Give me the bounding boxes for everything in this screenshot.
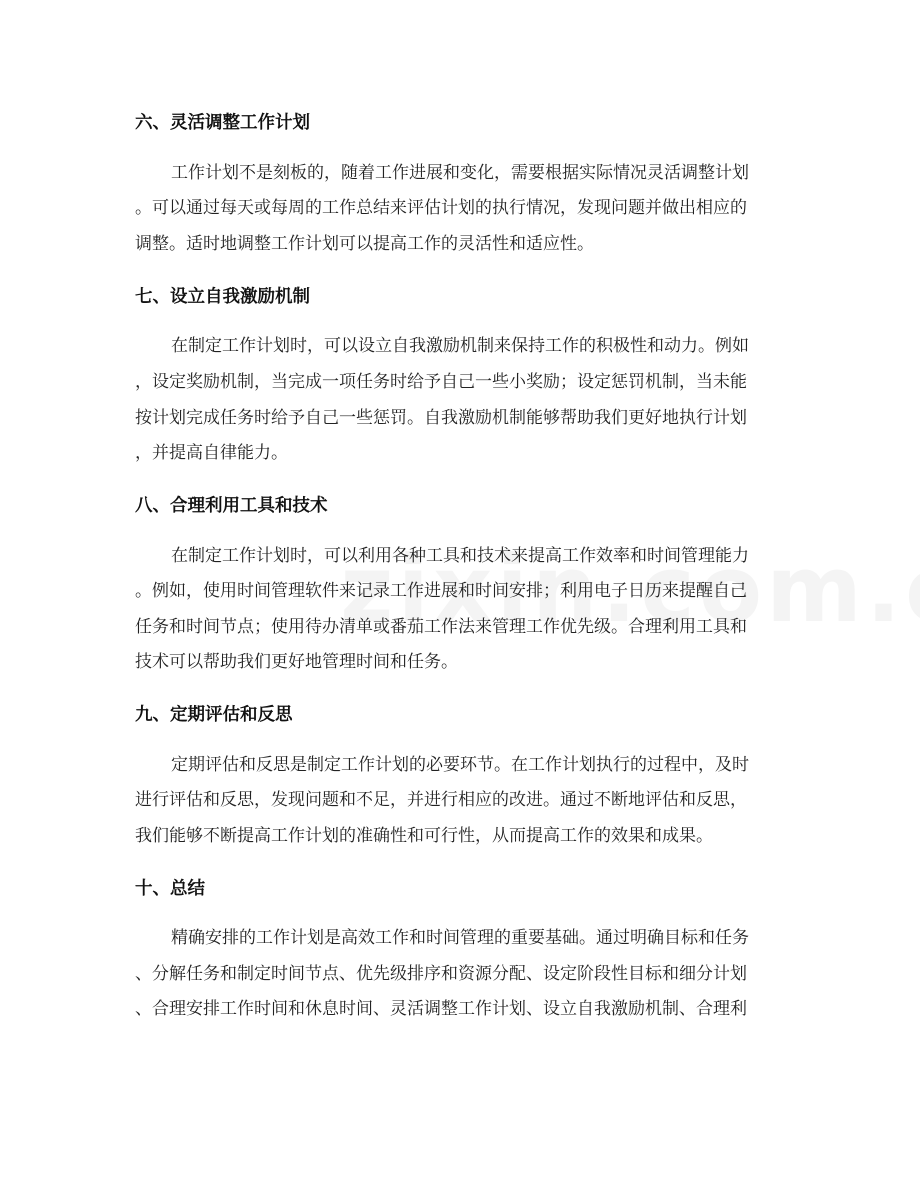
section-heading-6: 六、灵活调整工作计划: [135, 113, 310, 133]
section-heading-8: 八、合理利用工具和技术: [135, 496, 328, 516]
paragraph-line: 进行评估和反思，发现问题和不足，并进行相应的改进。通过不断地评估和反思，: [135, 790, 747, 810]
paragraph-line: 按计划完成任务时给予自己一些惩罚。自我激励机制能够帮助我们更好地执行计划: [135, 408, 747, 428]
paragraph-line: 工作计划不是刻板的，随着工作进展和变化，需要根据实际情况灵活调整计划: [171, 163, 749, 183]
section-heading-10: 十、总结: [135, 879, 205, 899]
paragraph-line: ，设定奖励机制，当完成一项任务时给予自己一些小奖励；设定惩罚机制，当未能: [135, 372, 747, 392]
paragraph-line: 定期评估和反思是制定工作计划的必要环节。在工作计划执行的过程中，及时: [171, 755, 749, 775]
paragraph-line: 调整。适时地调整工作计划可以提高工作的灵活性和适应性。: [135, 234, 594, 254]
paragraph-line: ，并提高自律能力。: [135, 443, 288, 463]
section-heading-9: 九、定期评估和反思: [135, 705, 293, 725]
paragraph-line: 、分解任务和制定时间节点、优先级排序和资源分配、设定阶段性目标和细分计划: [135, 964, 747, 984]
paragraph-line: 技术可以帮助我们更好地管理时间和任务。: [135, 652, 458, 672]
paragraph-line: 、合理安排工作时间和休息时间、灵活调整工作计划、设立自我激励机制、合理利: [135, 999, 747, 1019]
paragraph-line: 我们能够不断提高工作计划的准确性和可行性，从而提高工作的效果和成果。: [135, 826, 713, 846]
paragraph-line: 精确安排的工作计划是高效工作和时间管理的重要基础。通过明确目标和任务: [171, 928, 749, 948]
section-heading-7: 七、设立自我激励机制: [135, 287, 310, 307]
paragraph-line: 。例如，使用时间管理软件来记录工作进展和时间安排；利用电子日历来提醒自己: [135, 581, 747, 601]
paragraph-line: 任务和时间节点；使用待办清单或番茄工作法来管理工作优先级。合理利用工具和: [135, 617, 747, 637]
paragraph-line: 在制定工作计划时，可以设立自我激励机制来保持工作的积极性和动力。例如: [171, 336, 749, 356]
paragraph-line: 。可以通过每天或每周的工作总结来评估计划的执行情况，发现问题并做出相应的: [135, 198, 747, 218]
paragraph-line: 在制定工作计划时，可以利用各种工具和技术来提高工作效率和时间管理能力: [171, 546, 749, 566]
